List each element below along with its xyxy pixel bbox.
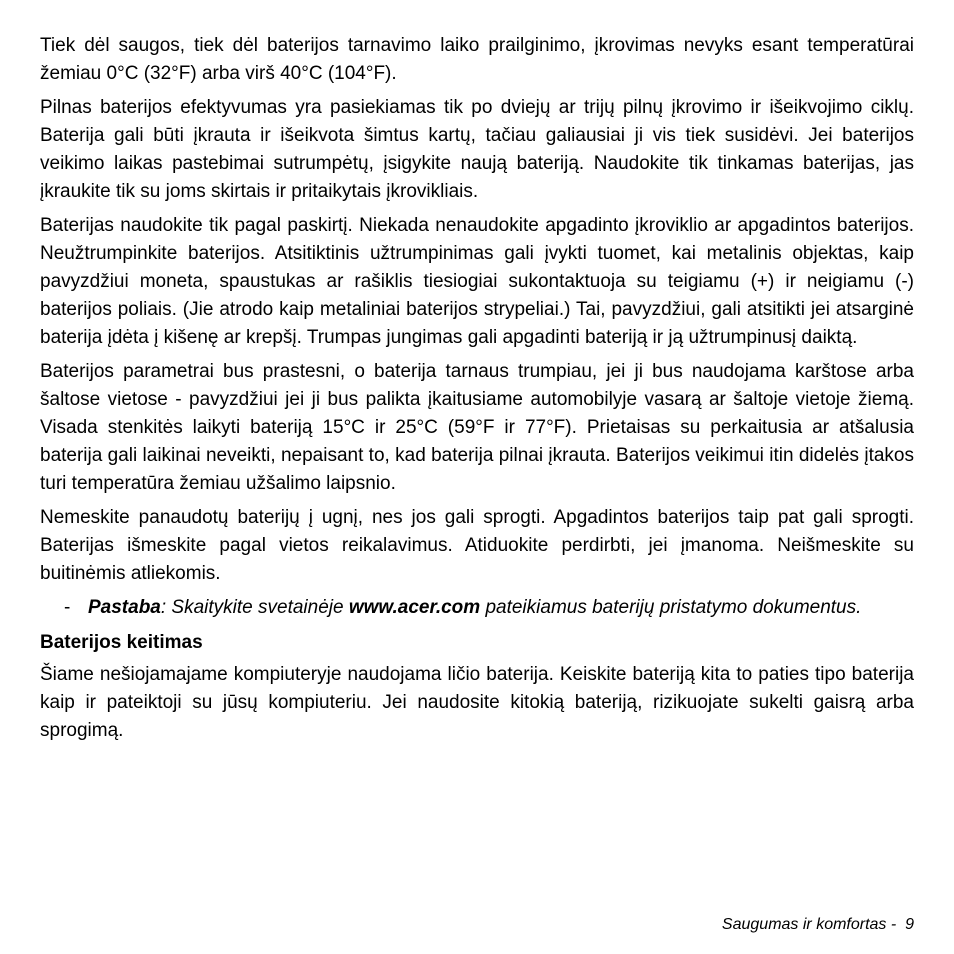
page-footer — [722, 916, 914, 934]
note-text-before: : Skaitykite svetainėje — [160, 597, 349, 618]
paragraph-disposal: Nemeskite panaudotų baterijų į ugnį, nes jos gali sprogti. Apgadintos baterijos taip pat gali sprogti. Baterijas išmeskite pagal vietos reikalavimus. Atiduokite perdirbti, jei įmanoma. Neišmeskite su buitinėmis atliekomis. — [40, 507, 914, 584]
paragraph-battery-replacement: Šiame nešiojamajame kompiuteryje naudojama ličio baterija. Keiskite bateriją kita to paties tipo baterija kaip ir pateiktoji su jūsų kompiuteriu. Jei naudosite kitokią bateriją, rizikuojate sukelti gaisrą arba sprogimą. — [40, 664, 914, 741]
paragraph-battery-efficiency: Pilnas baterijos efektyvumas yra pasiekiamas tik po dviejų ar trijų pilnų įkrovimo ir išeikvojimo ciklų. Baterija gali būti įkrauta ir išeikvota šimtus kartų, tačiau galiausiai ji vis tiek susidėvi. Jei baterijos veikimo laikas pastebimai sutrumpėtų, įsigykite naują bateriją. Naudokite tik tinkamas baterijas, jas įkraukite tik su joms skirtais ir pritaikytais įkrovikliais. — [40, 97, 914, 202]
note-text-after: pateikiamus baterijų pristatymo dokumentus. — [480, 597, 862, 618]
note-item — [40, 594, 914, 622]
paragraph-temperature-effects: Baterijos parametrai bus prastesni, o baterija tarnaus trumpiau, jei ji bus naudojama karštose arba šaltose vietose - pavyzdžiui jei ji bus palikta įkaitusiame automobilyje vasarą ar šaltoje vietoje žiemą. Visada stenkitės laikyti bateriją 15°C ir 25°C (59°F ir 77°F). Prietaisas su perkaitusia ar atšalusia baterija gali laikinai neveikti, nepaisant to, kad baterija pilnai įkrauta. Baterijos veikimui itin didelės įtakos turi temperatūra žemiau užšalimo laipsnio. — [40, 361, 914, 494]
document-body — [40, 32, 914, 751]
note-dash: - — [64, 597, 71, 618]
section-heading: Baterijos keitimas — [40, 632, 203, 653]
footer-page-number: 9 — [905, 916, 914, 933]
note-website-link[interactable]: www.acer.com — [348, 597, 481, 618]
paragraph-short-circuit: Baterijas naudokite tik pagal paskirtį. Niekada nenaudokite apgadinto įkroviklio ar apgadintos baterijos. Neužtrumpinkite baterijos. Atsitiktinis užtrumpinimas gali įvykti tuomet, kai metalinis objektas, kaip pavyzdžiui moneta, spaustukas ar rašiklis tiesiogiai sukontaktuoja su teigiamu (+) ir neigiamu (-) baterijos poliais. (Jie atrodo kaip metaliniai baterijos strypeliai.) Tai, pavyzdžiui, gali atsitikti jei atsarginė baterija įdėta į kišenę ar krepšį. Trumpas jungimas gali apgadinti bateriją ir ją užtrumpinusį daiktą. — [40, 215, 914, 348]
note-label: Pastaba — [88, 597, 161, 618]
paragraph-charging-temperature: Tiek dėl saugos, tiek dėl baterijos tarnavimo laiko prailginimo, įkrovimas nevyks esant temperatūrai žemiau 0°C (32°F) arba virš 40°C (104°F). — [40, 35, 914, 84]
footer-section-name: Saugumas ir komfortas - — [721, 916, 897, 933]
